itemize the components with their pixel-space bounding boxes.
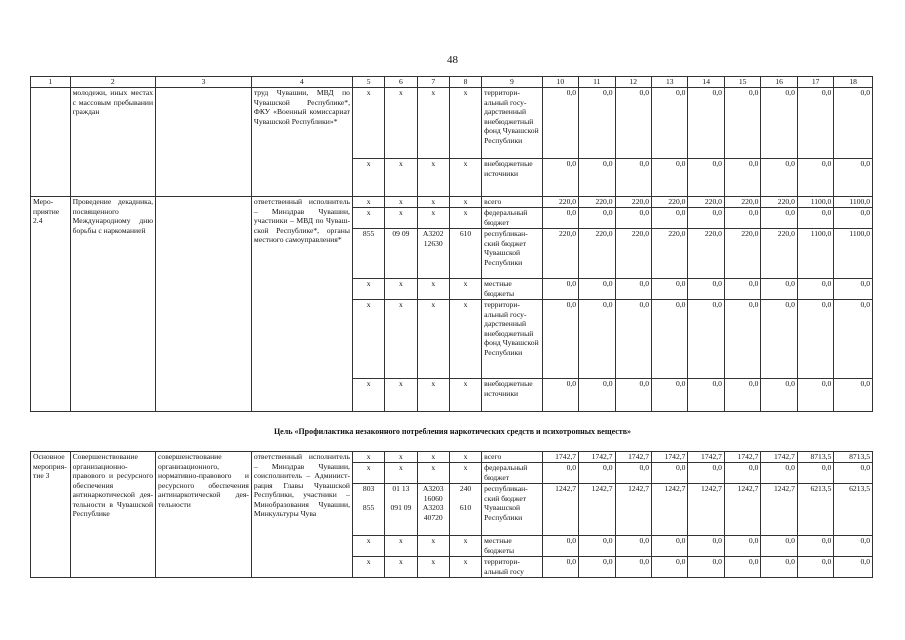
- cell-empty: [156, 197, 252, 412]
- column-number-16: 16: [761, 77, 797, 88]
- cell-section: 09 09: [385, 229, 417, 279]
- cell-funding-source: территориальный государственный внебюджетный фонд Чувашской Республики: [482, 300, 542, 379]
- cell-expense-type: x: [449, 536, 481, 557]
- cell-value: 0,0: [579, 88, 615, 159]
- cell-expense-type: x: [449, 452, 481, 463]
- cell-value: 0,0: [688, 463, 724, 484]
- cell-grbs: x: [352, 88, 384, 159]
- cell-expense-type: 240 610: [449, 484, 481, 536]
- cell-expense-type: x: [449, 463, 481, 484]
- cell-value: 0,0: [761, 208, 797, 229]
- cell-section: x: [385, 88, 417, 159]
- cell-section: x: [385, 159, 417, 197]
- cell-value: 0,0: [652, 88, 688, 159]
- cell-value: 0,0: [579, 159, 615, 197]
- column-number-15: 15: [724, 77, 760, 88]
- cell-value: 0,0: [688, 536, 724, 557]
- cell-event-name: Проведение декадника, посвященного Международному дню борьбы с наркоманией: [70, 197, 155, 412]
- cell-value: 1742,7: [724, 452, 760, 463]
- cell-value: 220,0: [542, 229, 578, 279]
- cell-event-label: Мероприятие 2.4: [31, 197, 71, 412]
- cell-value: 0,0: [652, 300, 688, 379]
- cell-event-name: Совершенствование организационно-правового и ресурсного обеспечения антинаркотической деятельности в Чувашской Республике: [70, 452, 155, 578]
- cell-value: 220,0: [761, 197, 797, 208]
- cell-value: 0,0: [797, 300, 833, 379]
- cell-value: 0,0: [652, 159, 688, 197]
- cell-empty: [31, 88, 71, 197]
- cell-funding-source: всего: [482, 197, 542, 208]
- cell-value: 0,0: [761, 557, 797, 578]
- cell-value: 0,0: [724, 300, 760, 379]
- cell-section: x: [385, 536, 417, 557]
- cell-task: совершенствование организационного, нормативно-правового и ресурсного обеспечения антинаркотической деятельности: [156, 452, 252, 578]
- goal-title: Цель «Профилактика незаконного потребления наркотических средств и психотропных веществ»: [273, 427, 632, 436]
- cell-value: 1742,7: [579, 452, 615, 463]
- cell-event-name-cont: молодежи, иных местах с массовым пребывании граждан: [70, 88, 155, 197]
- cell-value: 0,0: [688, 557, 724, 578]
- column-number-11: 11: [579, 77, 615, 88]
- cell-value: 8713,5: [797, 452, 833, 463]
- cell-section: 01 13 091 09: [385, 484, 417, 536]
- cell-grbs: x: [352, 197, 384, 208]
- cell-value: 0,0: [542, 159, 578, 197]
- cell-grbs: 803 855: [352, 484, 384, 536]
- cell-value: 0,0: [652, 379, 688, 412]
- column-number-6: 6: [385, 77, 417, 88]
- cell-value: 0,0: [542, 536, 578, 557]
- cell-value: 220,0: [615, 197, 651, 208]
- cell-value: 0,0: [542, 208, 578, 229]
- cell-expense-type: x: [449, 379, 481, 412]
- column-number-17: 17: [797, 77, 833, 88]
- cell-grbs: x: [352, 208, 384, 229]
- cell-target-item: x: [417, 379, 449, 412]
- cell-value: 0,0: [652, 463, 688, 484]
- cell-target-item: x: [417, 463, 449, 484]
- cell-expense-type: x: [449, 279, 481, 300]
- cell-value: 0,0: [834, 557, 873, 578]
- cell-section: x: [385, 197, 417, 208]
- cell-value: 220,0: [688, 229, 724, 279]
- cell-value: 0,0: [834, 463, 873, 484]
- cell-value: 0,0: [724, 279, 760, 300]
- cell-target-item: x: [417, 557, 449, 578]
- cell-grbs: x: [352, 379, 384, 412]
- cell-value: 0,0: [724, 557, 760, 578]
- cell-value: 0,0: [652, 279, 688, 300]
- cell-funding-source: территориальный госу: [482, 557, 542, 578]
- cell-value: 1100,0: [797, 229, 833, 279]
- cell-value: 220,0: [724, 197, 760, 208]
- cell-section: x: [385, 452, 417, 463]
- cell-expense-type: x: [449, 159, 481, 197]
- cell-expense-type: x: [449, 557, 481, 578]
- cell-value: 220,0: [688, 197, 724, 208]
- column-number-7: 7: [417, 77, 449, 88]
- cell-funding-source: территориальный государственный внебюджетный фонд Чувашской Республики: [482, 88, 542, 159]
- cell-expense-type: x: [449, 197, 481, 208]
- cell-value: 1242,7: [724, 484, 760, 536]
- cell-funding-source: всего: [482, 452, 542, 463]
- column-number-14: 14: [688, 77, 724, 88]
- cell-value: 220,0: [542, 197, 578, 208]
- table-row: [31, 88, 873, 159]
- cell-value: 0,0: [834, 536, 873, 557]
- cell-value: 0,0: [761, 536, 797, 557]
- cell-target-item: x: [417, 159, 449, 197]
- cell-grbs: x: [352, 300, 384, 379]
- cell-value: 1742,7: [688, 452, 724, 463]
- cell-value: 0,0: [542, 279, 578, 300]
- cell-value: 0,0: [688, 279, 724, 300]
- column-number-12: 12: [615, 77, 651, 88]
- cell-value: 0,0: [615, 88, 651, 159]
- cell-value: 1242,7: [579, 484, 615, 536]
- cell-value: 0,0: [688, 300, 724, 379]
- cell-value: 0,0: [579, 536, 615, 557]
- cell-value: 0,0: [615, 208, 651, 229]
- cell-grbs: x: [352, 159, 384, 197]
- cell-value: 0,0: [724, 159, 760, 197]
- cell-grbs: 855: [352, 229, 384, 279]
- cell-value: 1242,7: [615, 484, 651, 536]
- cell-value: 0,0: [542, 379, 578, 412]
- cell-value: 0,0: [761, 300, 797, 379]
- cell-expense-type: 610: [449, 229, 481, 279]
- cell-funding-source: местные бюджеты: [482, 279, 542, 300]
- cell-expense-type: x: [449, 208, 481, 229]
- cell-value: 0,0: [542, 300, 578, 379]
- cell-value: 6213,5: [834, 484, 873, 536]
- cell-value: 0,0: [688, 379, 724, 412]
- cell-section: x: [385, 208, 417, 229]
- cell-empty: [156, 88, 252, 197]
- cell-target-item: x: [417, 300, 449, 379]
- cell-value: 0,0: [797, 279, 833, 300]
- budget-table-upper: [30, 76, 873, 412]
- column-number-5: 5: [352, 77, 384, 88]
- cell-value: 0,0: [652, 557, 688, 578]
- cell-value: 0,0: [615, 300, 651, 379]
- cell-value: 0,0: [652, 208, 688, 229]
- cell-value: 1242,7: [761, 484, 797, 536]
- cell-funding-source: федеральный бюджет: [482, 208, 542, 229]
- cell-value: 0,0: [542, 463, 578, 484]
- cell-value: 1100,0: [834, 229, 873, 279]
- cell-value: 0,0: [724, 536, 760, 557]
- cell-value: 0,0: [761, 379, 797, 412]
- cell-value: 0,0: [797, 463, 833, 484]
- cell-value: 0,0: [615, 463, 651, 484]
- page-number: 48: [447, 54, 458, 66]
- cell-section: x: [385, 379, 417, 412]
- cell-target-item: x: [417, 197, 449, 208]
- cell-value: 0,0: [724, 88, 760, 159]
- cell-value: 220,0: [579, 229, 615, 279]
- cell-value: 6213,5: [797, 484, 833, 536]
- column-number-3: 3: [156, 77, 252, 88]
- cell-value: 220,0: [652, 197, 688, 208]
- cell-value: 0,0: [724, 208, 760, 229]
- cell-value: 0,0: [579, 208, 615, 229]
- cell-value: 0,0: [834, 279, 873, 300]
- cell-funding-source: внебюджетные источники: [482, 379, 542, 412]
- cell-value: 0,0: [579, 463, 615, 484]
- cell-target-item: А3202 12630: [417, 229, 449, 279]
- cell-value: 0,0: [542, 557, 578, 578]
- column-number-8: 8: [449, 77, 481, 88]
- cell-value: 0,0: [797, 557, 833, 578]
- cell-value: 220,0: [652, 229, 688, 279]
- cell-executor: ответственный исполнитель – Минздрав Чувашии, участники – МВД по Чувашской Республике*, органы местного самоуправления*: [251, 197, 352, 412]
- cell-value: 0,0: [615, 279, 651, 300]
- cell-value: 0,0: [834, 379, 873, 412]
- cell-value: 0,0: [579, 557, 615, 578]
- cell-value: 1242,7: [652, 484, 688, 536]
- cell-executor: ответственный исполнитель – Минздрав Чувашии, соисполнитель – Администрация Главы Чувашской Республики, участники – Минобразования Чувашии, Минкультуры Чува: [251, 452, 352, 578]
- cell-value: 0,0: [542, 88, 578, 159]
- cell-value: 1242,7: [542, 484, 578, 536]
- cell-value: 1742,7: [542, 452, 578, 463]
- cell-section: x: [385, 557, 417, 578]
- cell-target-item: x: [417, 536, 449, 557]
- cell-value: 0,0: [688, 88, 724, 159]
- column-number-10: 10: [542, 77, 578, 88]
- cell-value: 0,0: [797, 208, 833, 229]
- cell-value: 0,0: [724, 463, 760, 484]
- table-row: [31, 197, 873, 208]
- cell-value: 0,0: [797, 536, 833, 557]
- cell-grbs: x: [352, 463, 384, 484]
- cell-value: 0,0: [761, 463, 797, 484]
- cell-value: 0,0: [761, 279, 797, 300]
- cell-grbs: x: [352, 452, 384, 463]
- cell-value: 0,0: [615, 557, 651, 578]
- cell-funding-source: федеральный бюджет: [482, 463, 542, 484]
- cell-target-item: x: [417, 88, 449, 159]
- column-number-1: 1: [31, 77, 71, 88]
- cell-target-item: А3203 16060 А3203 40720: [417, 484, 449, 536]
- cell-value: 8713,5: [834, 452, 873, 463]
- column-number-9: 9: [482, 77, 542, 88]
- cell-value: 1742,7: [615, 452, 651, 463]
- cell-funding-source: республиканский бюджет Чувашской Республики: [482, 229, 542, 279]
- cell-value: 0,0: [688, 208, 724, 229]
- cell-funding-source: республиканский бюджет Чувашской Республики: [482, 484, 542, 536]
- cell-value: 0,0: [615, 379, 651, 412]
- cell-grbs: x: [352, 279, 384, 300]
- cell-expense-type: x: [449, 88, 481, 159]
- cell-value: 0,0: [761, 159, 797, 197]
- cell-value: 0,0: [579, 379, 615, 412]
- cell-value: 1100,0: [797, 197, 833, 208]
- cell-value: 0,0: [797, 159, 833, 197]
- cell-funding-source: внебюджетные источники: [482, 159, 542, 197]
- column-number-row: [31, 77, 873, 88]
- cell-funding-source: местные бюджеты: [482, 536, 542, 557]
- column-number-18: 18: [834, 77, 873, 88]
- cell-section: x: [385, 279, 417, 300]
- cell-value: 220,0: [724, 229, 760, 279]
- cell-value: 0,0: [615, 159, 651, 197]
- cell-value: 0,0: [834, 208, 873, 229]
- column-number-4: 4: [251, 77, 352, 88]
- cell-grbs: x: [352, 557, 384, 578]
- cell-value: 220,0: [615, 229, 651, 279]
- cell-value: 0,0: [724, 379, 760, 412]
- cell-value: 220,0: [579, 197, 615, 208]
- cell-value: 1742,7: [761, 452, 797, 463]
- cell-value: 0,0: [579, 300, 615, 379]
- cell-value: 0,0: [834, 88, 873, 159]
- cell-value: 0,0: [652, 536, 688, 557]
- cell-expense-type: x: [449, 300, 481, 379]
- cell-value: 0,0: [761, 88, 797, 159]
- cell-target-item: x: [417, 208, 449, 229]
- table-row: [31, 452, 873, 463]
- cell-value: 1242,7: [688, 484, 724, 536]
- cell-value: 0,0: [688, 159, 724, 197]
- cell-executor-cont: труд Чувашии, МВД по Чувашской Республике*, ФКУ «Военный комиссариат Чувашской Республики»*: [251, 88, 352, 197]
- cell-event-label: Основное мероприятие 3: [31, 452, 71, 578]
- cell-value: 220,0: [761, 229, 797, 279]
- cell-section: x: [385, 300, 417, 379]
- cell-grbs: x: [352, 536, 384, 557]
- cell-section: x: [385, 463, 417, 484]
- cell-target-item: x: [417, 452, 449, 463]
- cell-value: 0,0: [834, 159, 873, 197]
- cell-value: 0,0: [615, 536, 651, 557]
- cell-target-item: x: [417, 279, 449, 300]
- cell-value: 1100,0: [834, 197, 873, 208]
- cell-value: 0,0: [797, 379, 833, 412]
- column-number-13: 13: [652, 77, 688, 88]
- cell-value: 1742,7: [652, 452, 688, 463]
- cell-value: 0,0: [797, 88, 833, 159]
- cell-value: 0,0: [579, 279, 615, 300]
- budget-table-lower: [30, 451, 873, 578]
- column-number-2: 2: [70, 77, 155, 88]
- cell-value: 0,0: [834, 300, 873, 379]
